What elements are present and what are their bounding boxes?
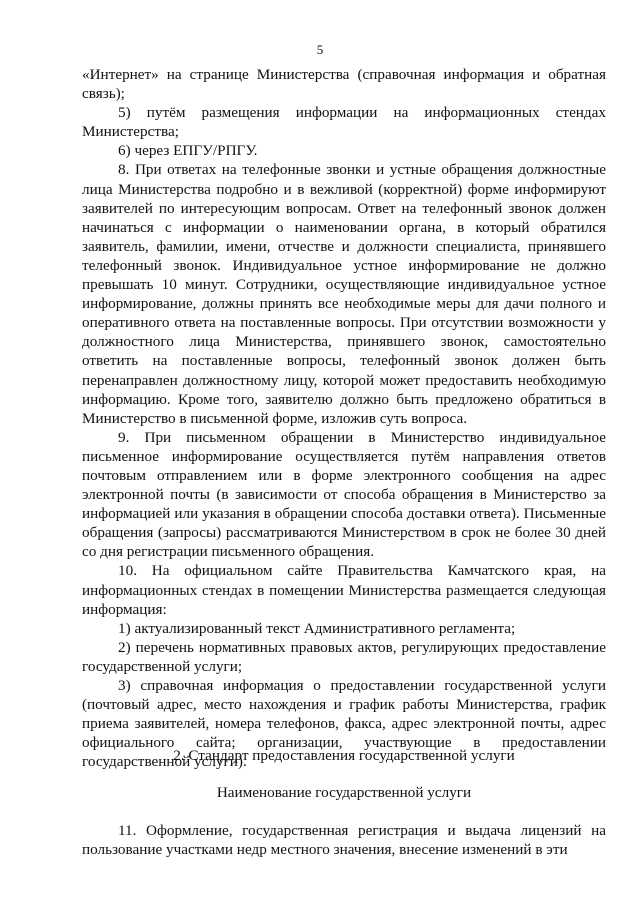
body-text	[82, 65, 606, 771]
info-list-item-1: 1) актуализированный текст Административного регламента;	[118, 619, 516, 637]
section-heading: 2. Стандарт предоставления государственной услуги	[173, 747, 515, 764]
list-item-5: 5) путём размещения информации на информационных стендах Министерства;	[82, 104, 606, 141]
paragraph-10: 10. На официальном сайте Правительства Камчатского края, на информационных стендах в помещении Министерства размещается следующая информация:	[82, 562, 606, 618]
body-text-tail	[82, 821, 606, 859]
page-number: 5	[316, 42, 324, 57]
info-list-item-3: 3) справочная информация о предоставлении государственной услуги (почтовый адрес, место нахождения и график работы Министерства, график приема заявителей, номера телефонов, факса, адрес электронной почты, адрес официального сайта; организации, участвующие в предоставлении государственной услуги).	[82, 677, 606, 771]
paragraph-internet-continuation: «Интернет» на странице Министерства (справочная информация и обратная связь);	[82, 66, 606, 103]
subsection-heading: Наименование государственной услуги	[216, 784, 472, 801]
paragraph-11: 11. Оформление, государственная регистрация и выдача лицензий на пользование участками недр местного значения, внесение изменений в эти	[82, 822, 606, 859]
list-item-6: 6) через ЕПГУ/РПГУ.	[118, 142, 258, 160]
paragraph-9: 9. При письменном обращении в Министерство индивидуальное письменное информирование осуществляется путём направления ответов почтовым отправлением или в форме электронного сообщения на адрес электронной почты (в зависимости от способа обращения в Министерство за информацией или указания в обращении способа доставки ответа). Письменные обращения (запросы) рассматриваются Министерством в срок не более 30 дней со дня регистрации письменного обращения.	[82, 428, 606, 561]
info-list-item-2: 2) перечень нормативных правовых актов, регулирующих предоставление государственной услуги;	[82, 638, 606, 675]
paragraph-8: 8. При ответах на телефонные звонки и устные обращения должностные лица Министерства подробно и в вежливой (корректной) форме информируют заявителей по интересующим вопросам. Ответ на телефонный звонок должен начинаться с информации о наименовании органа, в который обратился заявитель, фамилии, имени, отчестве и должности специалиста, принявшего телефонный звонок. Индивидуальное устное информирование не должно превышать 10 минут. Сотрудники, осуществляющие индивидуальное устное информирование, должны принять все необходимые меры для дачи полного и оперативного ответа на поставленные вопросы. При отсутствии возможности у должностного лица Министерства, принявшего звонок, самостоятельно ответить на поставленные вопросы, телефонный звонок должен быть перенаправлен должностному лицу, которой может предоставить необходимую информацию. Кроме того, заявителю должно быть предложено обратиться в Министерство в письменной форме, изложив суть вопроса.	[82, 161, 606, 427]
